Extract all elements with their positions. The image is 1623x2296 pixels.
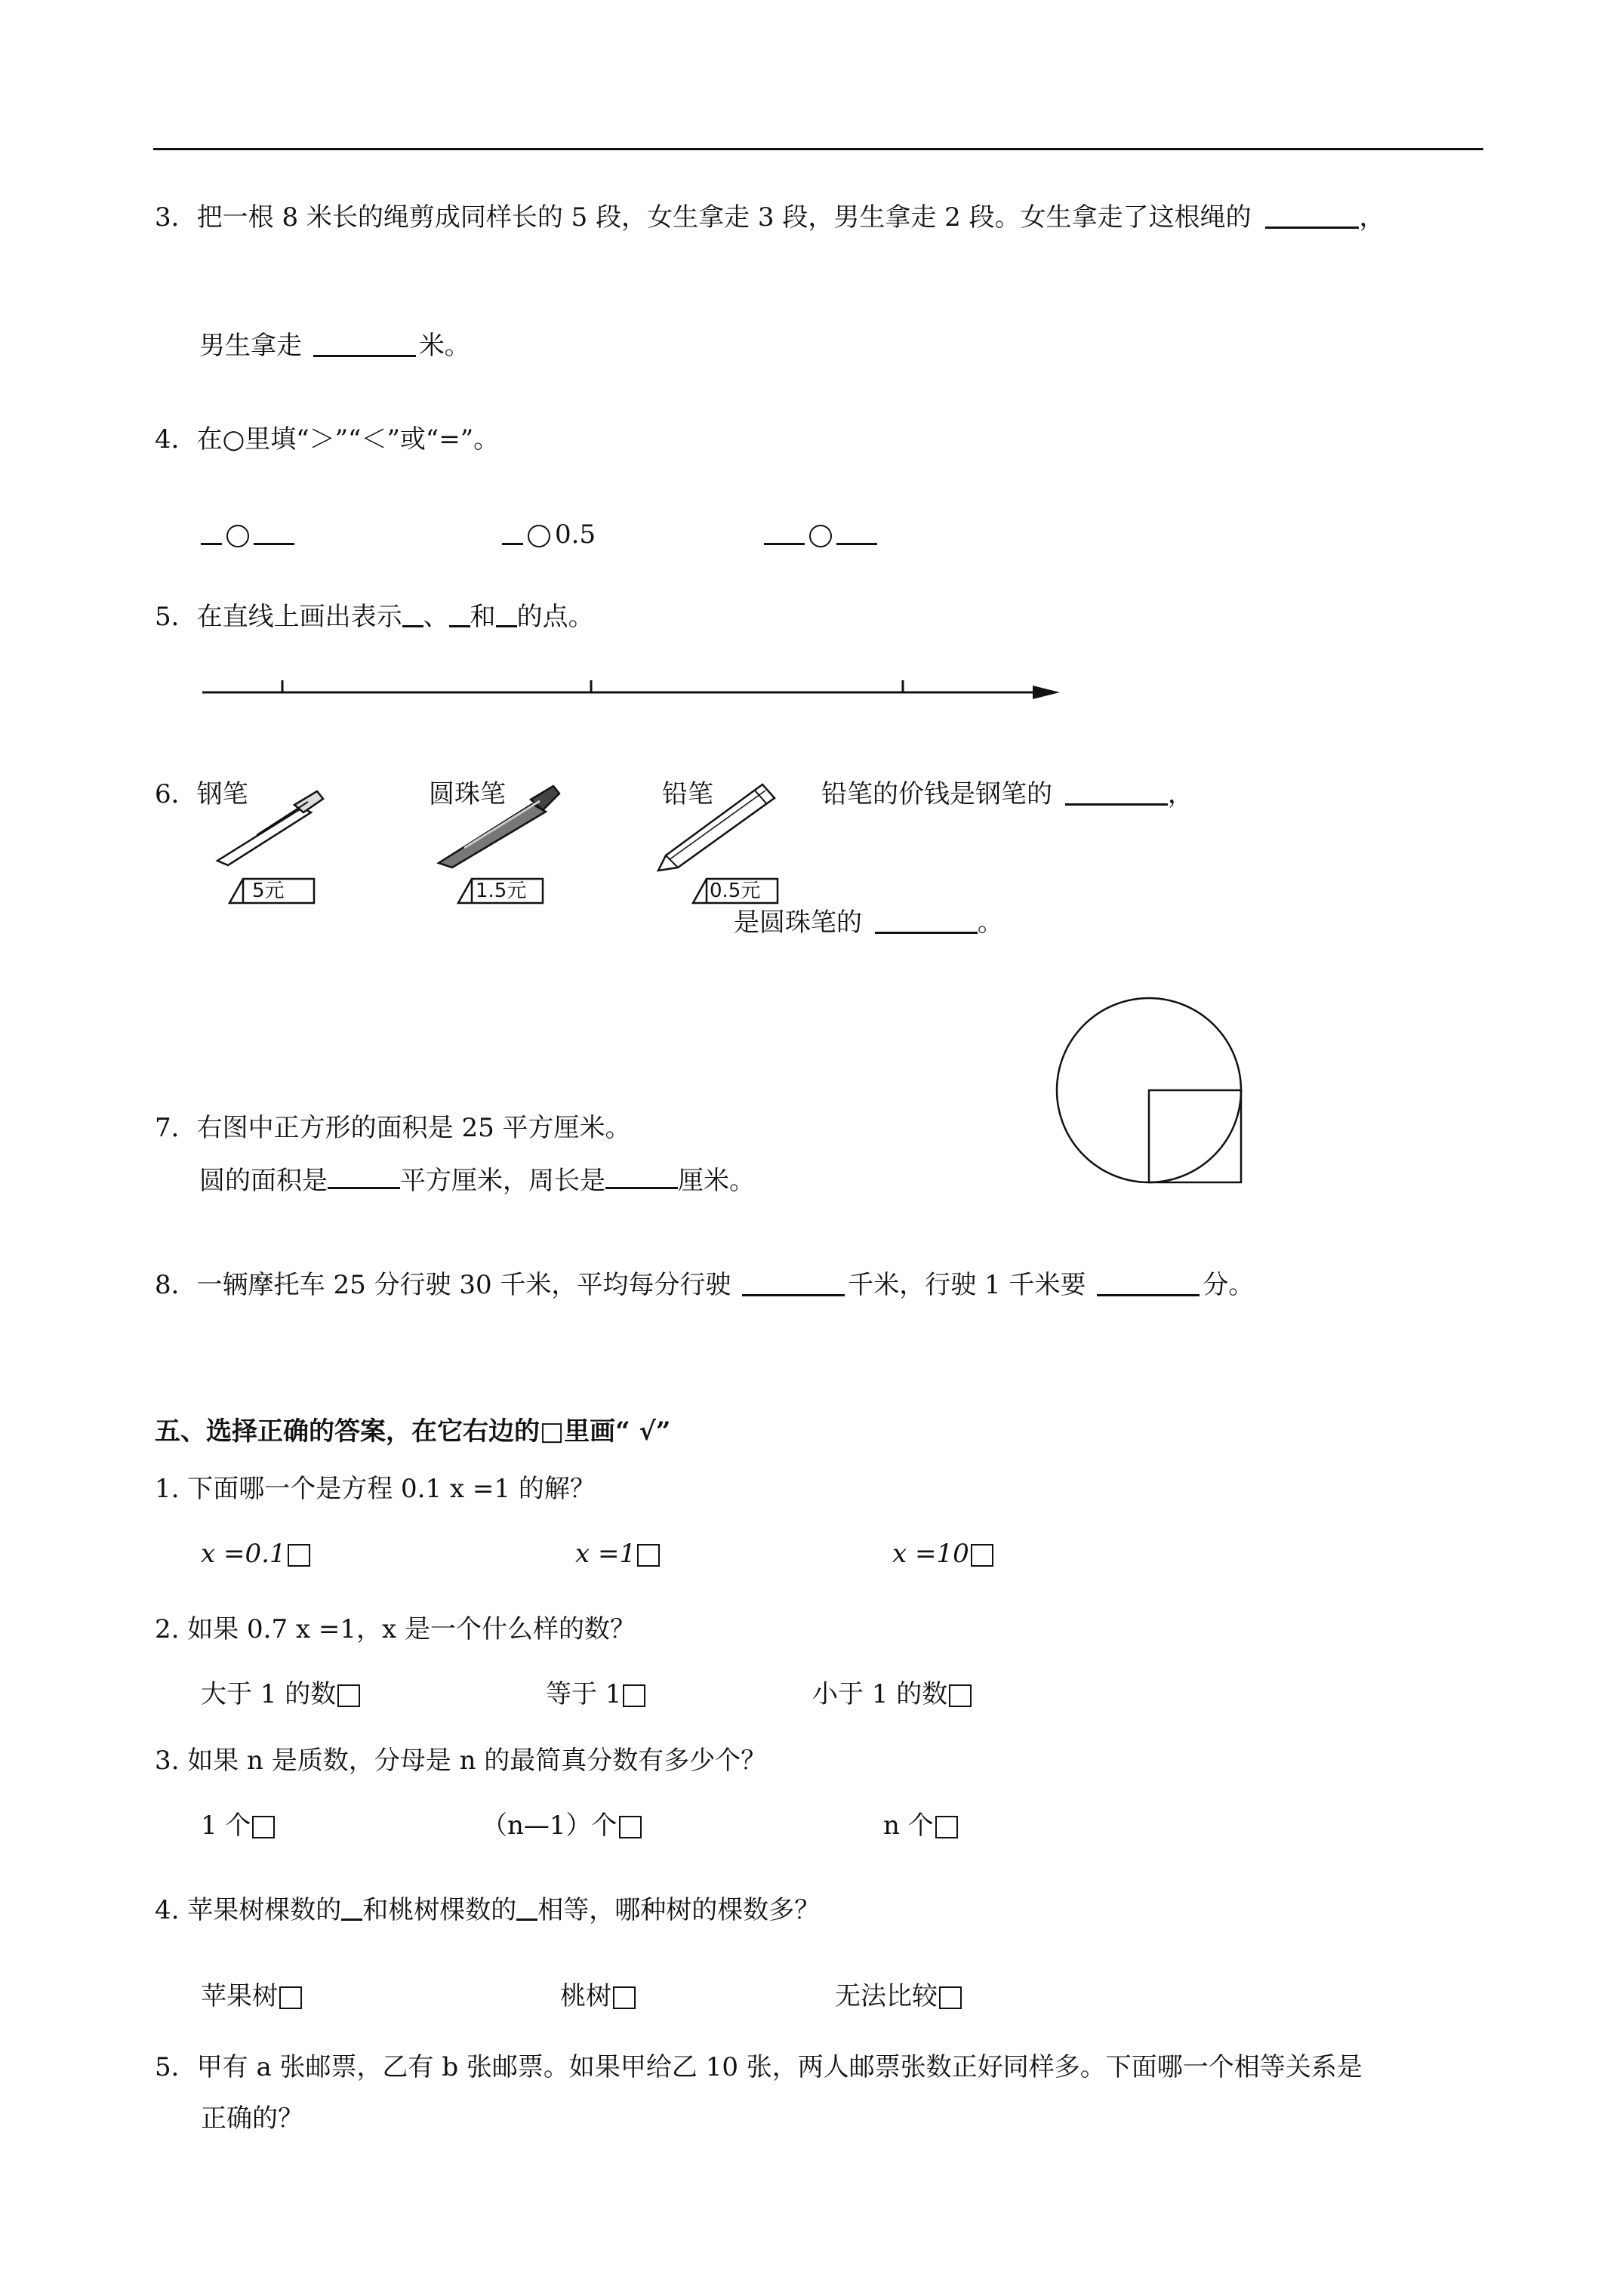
q8-mid: 千米，行驶 1 千米要 — [848, 1270, 1086, 1300]
q3-blank-boys[interactable] — [313, 338, 416, 357]
c4-mid: 和桃树棵数的 — [362, 1895, 517, 1925]
option-label: x =0.1 — [201, 1539, 286, 1569]
q6-text1: 铅笔的价钱是钢笔的 — [821, 779, 1052, 809]
q3-line1 — [155, 201, 1384, 234]
q5-pre: 5．在直线上画出表示 — [155, 602, 402, 632]
square-shape — [1149, 1090, 1241, 1182]
checkbox[interactable] — [288, 1544, 310, 1567]
option-label: 苹果树 — [201, 1981, 278, 2011]
checkbox[interactable] — [939, 1986, 962, 2009]
c1-option-b[interactable] — [575, 1537, 660, 1570]
q8-post: 分。 — [1203, 1270, 1255, 1300]
q3-blank-girls[interactable] — [1265, 210, 1359, 229]
option-label: 无法比较 — [835, 1981, 938, 2011]
q7-area-label: 圆的面积是 — [199, 1166, 328, 1196]
c1-option-a[interactable] — [201, 1537, 310, 1570]
fraction — [201, 528, 222, 545]
q6-pencil-label: 铅笔 — [662, 779, 713, 809]
q3-unit: 米。 — [418, 331, 470, 361]
compare-circle[interactable] — [528, 525, 550, 547]
q3-line2 — [199, 329, 470, 362]
fraction — [254, 528, 294, 545]
checkbox[interactable] — [623, 1684, 645, 1707]
c3-option-a[interactable] — [201, 1809, 275, 1842]
fraction — [516, 1903, 537, 1921]
fraction — [836, 528, 877, 545]
pencil-image — [655, 774, 784, 876]
c4-option-a[interactable] — [201, 1980, 302, 2013]
q6-period: 。 — [977, 908, 1003, 938]
c3-option-b[interactable] — [482, 1809, 642, 1842]
c2-option-a[interactable] — [201, 1678, 360, 1711]
q5-sep: 和 — [470, 602, 496, 632]
fraction — [341, 1903, 362, 1921]
c3-option-c[interactable] — [883, 1809, 958, 1842]
q8-blank-time[interactable] — [1097, 1277, 1200, 1296]
number-line[interactable] — [202, 676, 1070, 706]
number-line-arrow — [1033, 686, 1060, 699]
checkbox[interactable] — [971, 1544, 993, 1567]
ballpen-price-tag: 1.5元 — [476, 880, 527, 902]
option-label: （n—1）个 — [482, 1811, 617, 1841]
fountain-pen-image — [211, 785, 325, 868]
q6-pen-label: 6．钢笔 — [155, 779, 248, 809]
option-label: 大于 1 的数 — [201, 1679, 337, 1709]
pencil-price-tag: 0.5元 — [710, 880, 761, 902]
q3-boys-label: 男生拿走 — [199, 331, 302, 361]
q7-line1: 7．右图中正方形的面积是 25 平方厘米。 — [155, 1113, 631, 1143]
q7-blank-area[interactable] — [328, 1161, 400, 1189]
q4-item-1 — [201, 518, 294, 551]
c4-pre: 4. 苹果树棵数的 — [155, 1895, 342, 1925]
option-label: x =1 — [575, 1539, 636, 1569]
checkbox[interactable] — [279, 1986, 302, 2009]
checkbox[interactable] — [619, 1816, 642, 1838]
c5-line1: 5．甲有 a 张邮票，乙有 b 张邮票。如果甲给乙 10 张，两人邮票张数正好同样多。下面哪一个相等关系是 — [155, 2052, 1363, 2082]
q7-mid: 平方厘米，周长是 — [400, 1166, 605, 1196]
q8-text — [155, 1268, 1254, 1302]
c3-stem: 3. 如果 n 是质数，分母是 n 的最简真分数有多少个？ — [155, 1746, 767, 1776]
ballpoint-pen-image — [434, 781, 562, 868]
option-label: n 个 — [883, 1811, 934, 1841]
q6-comma: ， — [1167, 779, 1193, 809]
header-rule — [153, 148, 1483, 150]
option-label: 小于 1 的数 — [812, 1679, 948, 1709]
q5-text — [155, 600, 594, 633]
c1-stem: 1. 下面哪一个是方程 0.1 x =1 的解？ — [155, 1474, 596, 1504]
q7-line2 — [199, 1161, 755, 1197]
q4-title: 4．在○里填“＞”“＜”或“=”。 — [155, 424, 500, 455]
c2-stem: 2. 如果 0.7 x =1，x 是一个什么样的数？ — [155, 1614, 636, 1644]
c4-stem — [155, 1894, 820, 1927]
q8-pre: 8．一辆摩托车 25 分行驶 30 千米，平均每分行驶 — [155, 1270, 731, 1300]
q6-blank-pen[interactable] — [1065, 787, 1168, 806]
option-label: 等于 1 — [546, 1679, 622, 1709]
c1-option-c[interactable] — [892, 1537, 993, 1570]
checkbox[interactable] — [252, 1816, 275, 1838]
q5-sep: 、 — [423, 602, 449, 632]
compare-circle[interactable] — [226, 525, 249, 547]
fraction — [449, 610, 470, 627]
c5-line2: 正确的？ — [201, 2103, 303, 2134]
fraction — [502, 528, 523, 545]
q4-item-2 — [502, 518, 596, 551]
fraction — [402, 610, 423, 627]
q5-post: 的点。 — [516, 602, 594, 632]
q6-line2 — [734, 906, 1003, 939]
pen-price-tag: 5元 — [252, 880, 285, 902]
checkbox[interactable] — [949, 1684, 972, 1707]
option-label: 桃树 — [560, 1981, 611, 2011]
q6-ballpen-label: 圆珠笔 — [429, 779, 506, 809]
fraction — [764, 528, 805, 545]
checkbox[interactable] — [337, 1684, 360, 1707]
q8-blank-speed[interactable] — [742, 1277, 845, 1296]
c2-option-b[interactable] — [546, 1678, 645, 1711]
c2-option-c[interactable] — [812, 1678, 972, 1711]
q7-unit: 厘米。 — [678, 1166, 755, 1196]
q6-line1 — [821, 778, 1193, 811]
q6-blank-ballpen[interactable] — [875, 915, 978, 934]
checkbox[interactable] — [637, 1544, 660, 1567]
q6-text2: 是圆珠笔的 — [734, 908, 862, 938]
q4-item-3 — [764, 518, 877, 551]
fraction — [496, 610, 517, 627]
compare-circle[interactable] — [809, 525, 832, 547]
q3-text: 3．把一根 8 米长的绳剪成同样长的 5 段，女生拿走 3 段，男生拿走 2 段。女生拿走了这根绳的 — [155, 202, 1252, 233]
q3-comma: ， — [1359, 202, 1385, 233]
c4-post: 相等，哪种树的棵数多？ — [537, 1895, 821, 1925]
q7-blank-perimeter[interactable] — [605, 1161, 678, 1189]
checkbox[interactable] — [935, 1816, 958, 1838]
option-label: 1 个 — [201, 1811, 251, 1841]
c4-option-c[interactable] — [835, 1980, 962, 2013]
checkbox[interactable] — [613, 1986, 636, 2009]
q4-decimal: 0.5 — [555, 519, 596, 550]
option-label: x =10 — [892, 1539, 969, 1569]
c4-option-b[interactable] — [560, 1980, 636, 2013]
circle-square-figure — [1055, 997, 1252, 1193]
section5-heading: 五、选择正确的答案，在它右边的□里画“ √” — [155, 1416, 671, 1447]
